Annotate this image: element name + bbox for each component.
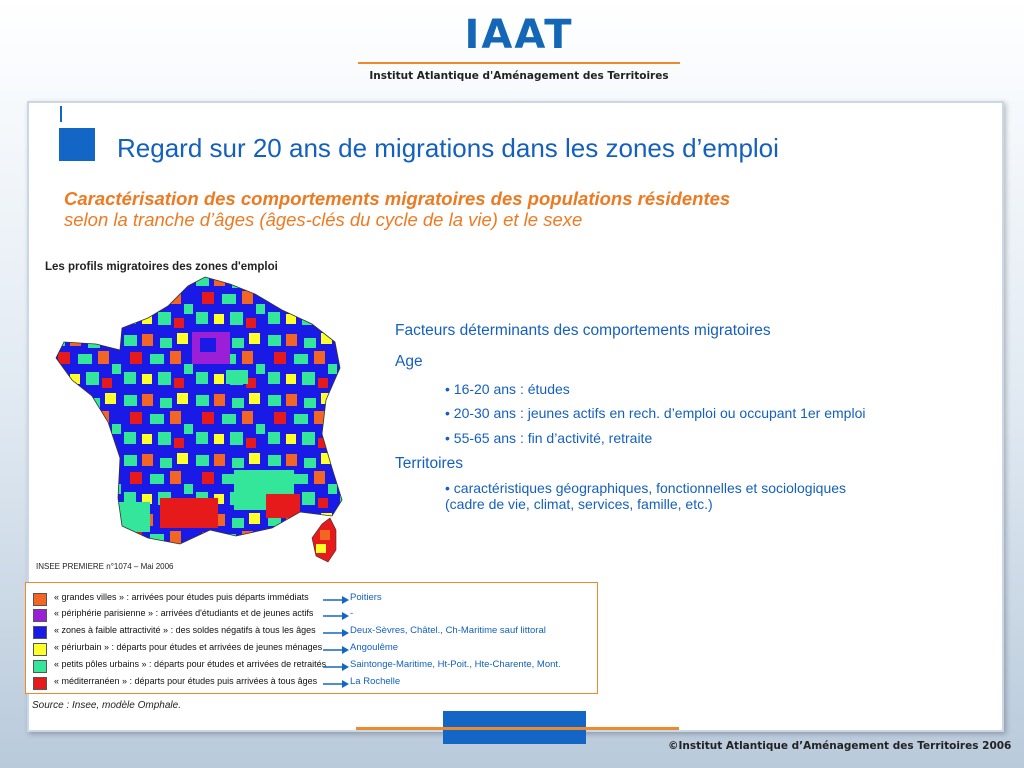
iaat-logo bbox=[354, 12, 684, 82]
legend-region: Deux-Sèvres, Châtel., Ch-Maritime sauf littoral bbox=[350, 625, 546, 636]
age-item: • 20-30 ans : jeunes actifs en rech. d’emploi ou occupant 1er emploi bbox=[445, 405, 866, 421]
france-migration-map bbox=[50, 272, 350, 572]
subtitle-line-2: selon la tranche d’âges (âges-clés du cycle de la vie) et le sexe bbox=[64, 209, 583, 230]
legend-label: « zones à faible attractivité » : des soldes négatifs à tous les âges bbox=[54, 625, 316, 635]
slide-title: Regard sur 20 ans de migrations dans les zones d’emploi bbox=[117, 133, 779, 163]
age-heading: Age bbox=[395, 353, 423, 370]
footer-orange-rule bbox=[356, 727, 679, 730]
arrow-right-icon bbox=[323, 612, 349, 620]
age-item: • 16-20 ans : études bbox=[445, 381, 570, 397]
legend-label: « grandes villes » : arrivées pour études puis départs immédiats bbox=[54, 592, 309, 602]
legend-label: « méditerranéen » : départs pour études puis arrivées à tous âges bbox=[54, 676, 318, 686]
slide-subtitle bbox=[64, 188, 730, 230]
title-bullet-square bbox=[59, 128, 95, 161]
logo-divider bbox=[358, 62, 680, 64]
legend-swatch bbox=[33, 626, 47, 639]
map-title: Les profils migratoires des zones d'emploi bbox=[45, 261, 278, 273]
legend-region: La Rochelle bbox=[350, 676, 401, 687]
legend-label: « périphérie parisienne » : arrivées d'étudiants et de jeunes actifs bbox=[54, 608, 314, 618]
logo-mark: IAAT bbox=[464, 12, 574, 58]
territory-item-line-2: (cadre de vie, climat, services, famille, etc.) bbox=[445, 496, 713, 512]
territory-item-line-1: • caractéristiques géographiques, fonctionnelles et sociologiques bbox=[445, 480, 847, 496]
arrow-right-icon bbox=[323, 680, 349, 688]
legend-label: « petits pôles urbains » : départs pour études et arrivées de retraités bbox=[54, 659, 327, 669]
arrow-right-icon bbox=[323, 646, 349, 654]
copyright: ©Institut Atlantique d’Aménagement des Territoires 2006 bbox=[668, 740, 1012, 752]
legend-swatch bbox=[33, 660, 47, 673]
legend-label: « périurbain » : départs pour études et arrivées de jeunes ménages bbox=[54, 642, 323, 652]
subtitle-line-1: Caractérisation des comportements migratoires des populations résidentes bbox=[64, 188, 731, 209]
legend-region: Angoulême bbox=[350, 642, 399, 653]
age-item: • 55-65 ans : fin d’activité, retraite bbox=[445, 430, 653, 446]
legend-swatch bbox=[33, 609, 47, 622]
logo-subtitle: Institut Atlantique d'Aménagement des Territoires bbox=[369, 70, 669, 82]
legend-swatch bbox=[33, 677, 47, 690]
legend-box bbox=[25, 582, 598, 694]
arrow-right-icon bbox=[323, 663, 349, 671]
arrow-right-icon bbox=[323, 629, 349, 637]
territory-heading: Territoires bbox=[395, 455, 464, 472]
decorative-tick bbox=[60, 106, 62, 122]
factors-heading: Facteurs déterminants des comportements migratoires bbox=[395, 322, 771, 339]
legend-region: Saintonge-Maritime, Ht-Poit., Hte-Charente, Mont. bbox=[350, 659, 561, 670]
source-note: Source : Insee, modèle Omphale. bbox=[32, 700, 181, 711]
map-credit: INSEE PREMIERE n°1074 – Mai 2006 bbox=[36, 562, 174, 571]
arrow-right-icon bbox=[323, 596, 349, 604]
legend-region: - bbox=[350, 608, 354, 619]
legend-swatch bbox=[33, 593, 47, 606]
legend-region: Poitiers bbox=[350, 592, 382, 603]
legend-swatch bbox=[33, 643, 47, 656]
